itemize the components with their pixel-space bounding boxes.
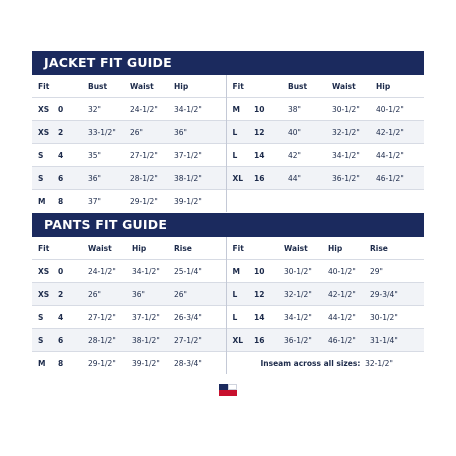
value-cell: 32" [88, 98, 130, 121]
col-header-rise-right: Rise [370, 243, 388, 253]
size-cell: 12 [254, 121, 288, 144]
value-cell: 38-1/2" [174, 167, 226, 190]
value-cell: 37-1/2" [132, 306, 174, 329]
value-cell: 29-1/2" [88, 352, 132, 375]
value-cell: 29-3/4" [370, 283, 424, 306]
size-cell: 4 [58, 306, 88, 329]
value-cell: 26" [174, 283, 226, 306]
jacket-size-table [32, 75, 424, 212]
value-cell: 28-1/2" [88, 329, 132, 352]
size-cell: 4 [58, 144, 88, 167]
col-header-fit: Fit [38, 81, 50, 91]
table-row [32, 167, 424, 190]
value-cell: 34-1/2" [332, 144, 376, 167]
pants-fit-guide [32, 213, 424, 374]
size-cell: 2 [58, 121, 88, 144]
fit-cell: S [32, 329, 58, 352]
value-cell: 24-1/2" [130, 98, 174, 121]
jacket-fit-guide [32, 51, 424, 212]
fit-cell: XS [32, 98, 58, 121]
col-header-fit-right: Fit [226, 75, 254, 98]
value-cell: 36" [88, 167, 130, 190]
value-cell: 27-1/2" [174, 329, 226, 352]
col-header-waist: Waist [130, 81, 154, 91]
col-header-hip-right: Hip [328, 243, 343, 253]
col-header-fit-right: Fit [226, 237, 254, 260]
value-cell: 28-3/4" [174, 352, 226, 375]
size-cell: 2 [58, 283, 88, 306]
value-cell: 44" [288, 167, 332, 190]
jacket-guide-title: JACKET FIT GUIDE [32, 51, 424, 75]
col-header-bust-right: Bust [288, 81, 308, 91]
size-cell: 12 [254, 283, 284, 306]
value-cell: 31-1/4" [370, 329, 424, 352]
fit-cell: L [226, 283, 254, 306]
value-cell: 26-3/4" [174, 306, 226, 329]
col-header-hip-right: Hip [376, 81, 391, 91]
table-row [32, 283, 424, 306]
table-row [32, 329, 424, 352]
value-cell: 36" [132, 283, 174, 306]
table-header-row [32, 75, 424, 98]
fit-cell: XL [226, 329, 254, 352]
size-cell: 10 [254, 98, 288, 121]
fit-cell [226, 190, 254, 213]
inseam-label: Inseam across all sizes: [260, 358, 361, 368]
value-cell: 33-1/2" [88, 121, 130, 144]
value-cell [376, 190, 424, 213]
col-header-hip: Hip [132, 243, 147, 253]
fit-cell: M [32, 190, 58, 213]
size-cell: 6 [58, 167, 88, 190]
value-cell: 46-1/2" [376, 167, 424, 190]
table-header-row [32, 237, 424, 260]
value-cell: 46-1/2" [328, 329, 370, 352]
size-cell: 16 [254, 167, 288, 190]
value-cell: 30-1/2" [370, 306, 424, 329]
value-cell: 32-1/2" [332, 121, 376, 144]
size-cell: 14 [254, 144, 288, 167]
col-header-bust: Bust [88, 81, 108, 91]
value-cell: 24-1/2" [88, 260, 132, 283]
value-cell: 44-1/2" [328, 306, 370, 329]
value-cell: 30-1/2" [332, 98, 376, 121]
pants-size-table [32, 237, 424, 374]
value-cell: 29" [370, 260, 424, 283]
fit-cell: XS [32, 283, 58, 306]
inseam-note [226, 352, 424, 375]
size-cell: 0 [58, 98, 88, 121]
col-header-waist: Waist [88, 243, 112, 253]
fit-cell: S [32, 306, 58, 329]
value-cell: 37-1/2" [174, 144, 226, 167]
fit-cell: L [226, 306, 254, 329]
size-cell: 0 [58, 260, 88, 283]
table-row [32, 306, 424, 329]
fit-cell: XS [32, 121, 58, 144]
fit-cell: L [226, 144, 254, 167]
value-cell [288, 190, 332, 213]
size-cell [254, 190, 288, 213]
value-cell: 28-1/2" [130, 167, 174, 190]
value-cell: 37" [88, 190, 130, 213]
fit-cell: S [32, 144, 58, 167]
value-cell: 27-1/2" [88, 306, 132, 329]
fit-cell: M [32, 352, 58, 375]
fit-cell: XL [226, 167, 254, 190]
value-cell: 38" [288, 98, 332, 121]
table-row [32, 98, 424, 121]
value-cell: 40" [288, 121, 332, 144]
value-cell: 40-1/2" [328, 260, 370, 283]
table-row [32, 260, 424, 283]
size-cell: 14 [254, 306, 284, 329]
size-cell: 8 [58, 352, 88, 375]
value-cell: 29-1/2" [130, 190, 174, 213]
value-cell: 27-1/2" [130, 144, 174, 167]
value-cell: 32-1/2" [284, 283, 328, 306]
inseam-value: 32-1/2" [365, 358, 393, 368]
value-cell: 36-1/2" [284, 329, 328, 352]
fit-cell: XS [32, 260, 58, 283]
value-cell: 42-1/2" [376, 121, 424, 144]
value-cell: 39-1/2" [174, 190, 226, 213]
value-cell: 35" [88, 144, 130, 167]
value-cell: 38-1/2" [132, 329, 174, 352]
value-cell: 30-1/2" [284, 260, 328, 283]
table-row [32, 121, 424, 144]
col-header-fit: Fit [38, 243, 50, 253]
col-header-waist-right: Waist [332, 81, 356, 91]
size-cell: 16 [254, 329, 284, 352]
value-cell: 34-1/2" [284, 306, 328, 329]
value-cell: 25-1/4" [174, 260, 226, 283]
value-cell: 36-1/2" [332, 167, 376, 190]
col-header-hip: Hip [174, 81, 189, 91]
value-cell: 40-1/2" [376, 98, 424, 121]
value-cell: 44-1/2" [376, 144, 424, 167]
col-header-waist-right: Waist [284, 243, 308, 253]
table-row [32, 144, 424, 167]
col-header-rise: Rise [174, 243, 192, 253]
size-cell: 10 [254, 260, 284, 283]
fit-cell: M [226, 98, 254, 121]
value-cell: 26" [88, 283, 132, 306]
table-row [32, 352, 424, 375]
value-cell: 39-1/2" [132, 352, 174, 375]
tommy-hilfiger-flag-icon [219, 384, 237, 396]
value-cell: 42-1/2" [328, 283, 370, 306]
fit-cell: S [32, 167, 58, 190]
value-cell: 42" [288, 144, 332, 167]
value-cell: 36" [174, 121, 226, 144]
fit-cell: M [226, 260, 254, 283]
value-cell: 34-1/2" [132, 260, 174, 283]
pants-guide-title: PANTS FIT GUIDE [32, 213, 424, 237]
size-cell: 6 [58, 329, 88, 352]
table-row [32, 190, 424, 213]
value-cell: 26" [130, 121, 174, 144]
value-cell [332, 190, 376, 213]
fit-cell: L [226, 121, 254, 144]
size-cell: 8 [58, 190, 88, 213]
value-cell: 34-1/2" [174, 98, 226, 121]
